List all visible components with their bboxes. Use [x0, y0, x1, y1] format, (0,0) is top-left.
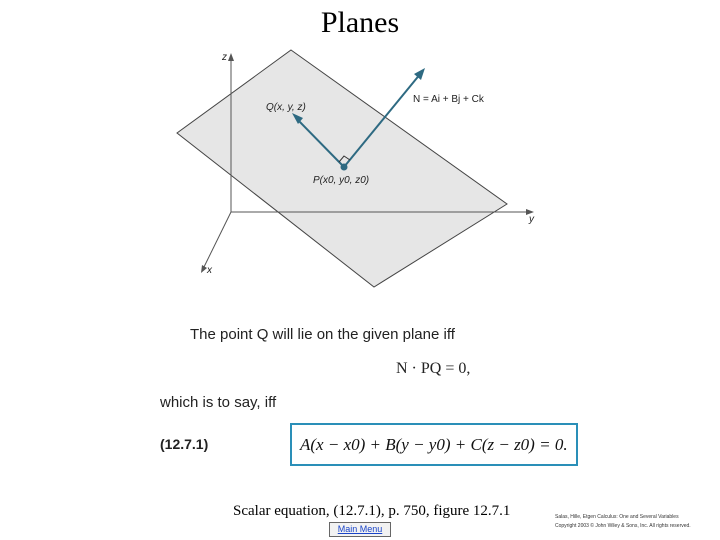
credit-line-2: Copyright 2003 © John Wiley & Sons, Inc. All rights reserved. — [555, 523, 691, 529]
point-p-dot — [341, 164, 348, 171]
point-p-label: P(x0, y0, z0) — [313, 175, 370, 186]
statement-line-1: The point Q will lie on the given plane iff — [190, 326, 455, 343]
point-q-label: Q(x, y, z) — [266, 102, 306, 113]
page-title: Planes — [320, 6, 400, 39]
x-axis — [203, 212, 231, 269]
credit-line-1: Salas, Hille, Etgen Calculus: One and Several Variables — [555, 514, 679, 520]
z-axis-arrow — [228, 53, 234, 61]
main-menu-button[interactable]: Main Menu — [329, 522, 391, 537]
axis-x-label: x — [207, 265, 212, 276]
statement-line-3: which is to say, iff — [160, 394, 277, 411]
figure-caption: Scalar equation, (12.7.1), p. 750, figure 12.7.1 — [233, 503, 511, 519]
axis-z-label: z — [222, 52, 227, 63]
scalar-equation: A(x − x0) + B(y − y0) + C(z − z0) = 0. — [300, 435, 568, 454]
axis-y-label: y — [529, 214, 534, 225]
equation-number: (12.7.1) — [160, 436, 209, 452]
normal-label: N = Ai + Bj + Ck — [413, 94, 484, 105]
statement-line-2: N · PQ = 0, — [396, 360, 471, 377]
